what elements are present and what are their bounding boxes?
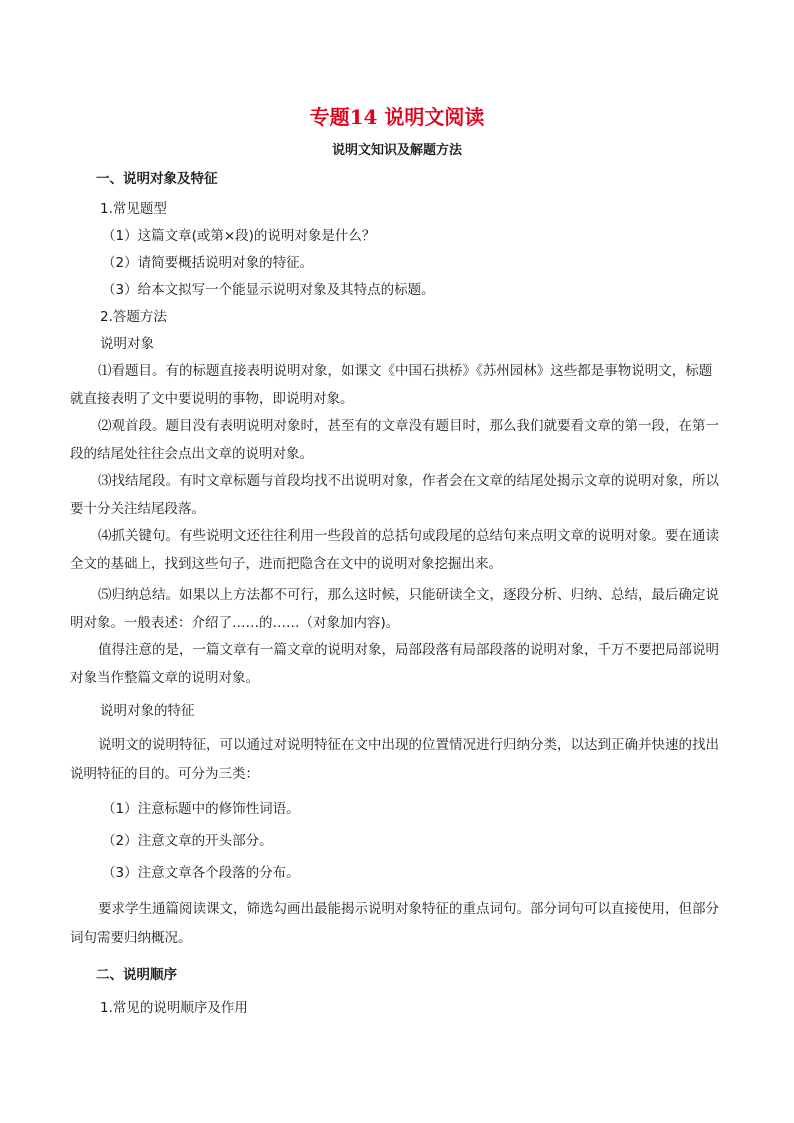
page-subtitle: 说明文知识及解题方法 bbox=[331, 143, 462, 158]
method-paragraph: ⑶找结尾段。有时文章标题与首段均找不出说明对象，作者会在文章的结尾处揭示文章的说明对象，所以要十分关注结尾段落。 bbox=[70, 473, 719, 517]
common-type-item: （3）给本文拟写一个能显示说明对象及其特点的标题。 bbox=[102, 282, 435, 298]
common-type-item: （2）请简要概括说明对象的特征。 bbox=[102, 255, 314, 271]
feature-heading: 说明对象的特征 bbox=[100, 703, 195, 719]
common-types-heading: 1.常见题型 bbox=[100, 201, 167, 217]
feature-intro: 说明文的说明特征，可以通过对说明特征在文中出现的位置情况进行归纳分类，以达到正确并快速的找出说明特征的目的。可分为三类： bbox=[70, 737, 719, 782]
page-title: 专题14 说明文阅读 bbox=[309, 105, 485, 129]
object-heading: 说明对象 bbox=[100, 336, 154, 352]
section-heading-2: 二、说明顺序 bbox=[96, 967, 177, 983]
section-heading-1: 一、说明对象及特征 bbox=[96, 171, 218, 187]
feature-item: （1）注意标题中的修饰性词语。 bbox=[102, 801, 300, 817]
feature-item: （2）注意文章的开头部分。 bbox=[102, 833, 273, 849]
method-paragraph: ⑵观首段。题目没有表明说明对象时，甚至有的文章没有题目时，那么我们就要看文章的第一段，在第一段的结尾处往往会点出文章的说明对象。 bbox=[70, 418, 719, 462]
feature-summary: 要求学生通篇阅读课文，筛选勾画出最能揭示说明对象特征的重点词句。部分词句可以直接使用，但部分词句需要归纳概况。 bbox=[70, 901, 719, 946]
common-type-item: （1）这篇文章(或第×段)的说明对象是什么？ bbox=[102, 228, 376, 244]
order-item: 1.常见的说明顺序及作用 bbox=[100, 1000, 248, 1016]
feature-item: （3）注意文章各个段落的分布。 bbox=[102, 865, 300, 881]
method-paragraph: ⑷抓关键句。有些说明文还往往利用一些段首的总括句或段尾的总结句来点明文章的说明对象。要在通读全文的基础上，找到这些句子，进而把隐含在文中的说明对象挖掘出来。 bbox=[70, 528, 719, 572]
method-paragraph: ⑴看题目。有的标题直接表明说明对象，如课文《中国石拱桥》《苏州园林》这些都是事物说明文，标题就直接表明了文中要说明的事物，即说明对象。 bbox=[70, 363, 713, 407]
note-paragraph: 值得注意的是，一篇文章有一篇文章的说明对象，局部段落有局部段落的说明对象，千万不要把局部说明对象当作整篇文章的说明对象。 bbox=[70, 642, 719, 686]
method-heading: 2.答题方法 bbox=[100, 309, 167, 325]
method-paragraph: ⑸归纳总结。如果以上方法都不可行，那么这时候，只能研读全文，逐段分析、归纳、总结，最后确定说明对象。一般表述：介绍了……的……（对象加内容)。 bbox=[70, 587, 719, 631]
